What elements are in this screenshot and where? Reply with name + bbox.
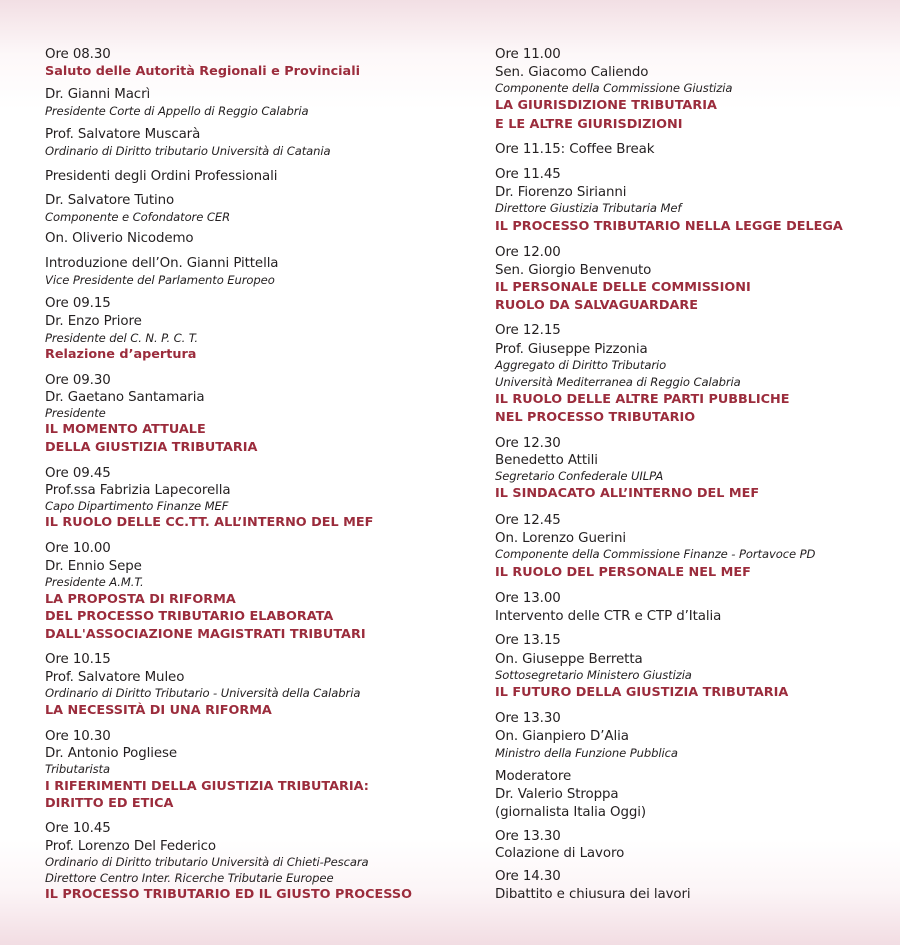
speaker-role: (giornalista Italia Oggi) [495,805,647,820]
speaker-role: Ordinario di Diritto tributario Università di Catania [45,144,331,158]
speaker-name: Prof. Lorenzo Del Federico [45,839,216,854]
talk-title: LA PROPOSTA DI RIFORMA [45,592,236,607]
speaker-role: Sottosegretario Ministero Giustizia [495,668,692,682]
speaker-role: Aggregato di Diritto Tributario [495,358,667,372]
speaker-role: Componente della Commissione Finanze - Portavoce PD [495,547,816,561]
speaker-name: On. Oliverio Nicodemo [45,231,194,246]
speaker-name: Sen. Giacomo Caliendo [495,65,649,80]
speaker-name: Sen. Giorgio Benvenuto [495,263,652,278]
talk-title: DIRITTO ED ETICA [45,796,174,811]
speaker-role: Presidente del C. N. P. C. T. [45,331,198,345]
speaker-role: Tributarista [45,762,111,776]
speaker-name: Prof.ssa Fabrizia Lapecorella [45,483,231,498]
time-label: Ore 10.00 [45,541,111,556]
talk-title: IL RUOLO DELLE ALTRE PARTI PUBBLICHE [495,392,790,407]
time-label: Ore 13.30 [495,711,561,726]
speaker-name: Prof. Salvatore Muleo [45,670,185,685]
talk-title: IL PERSONALE DELLE COMMISSIONI [495,280,751,295]
speaker-name: Dr. Enzo Priore [45,314,142,329]
speaker-name: Dr. Salvatore Tutino [45,193,175,208]
talk-title: Relazione d’apertura [45,347,197,362]
time-label: Ore 09.30 [45,373,111,388]
time-label: Ore 12.30 [495,436,561,451]
talk-title: RUOLO DA SALVAGUARDARE [495,298,698,313]
session-title: Saluto delle Autorità Regionali e Provinciali [45,64,360,79]
time-label: Ore 11.00 [495,47,561,62]
speaker-name: On. Lorenzo Guerini [495,531,627,546]
talk-title: DELLA GIUSTIZIA TRIBUTARIA [45,440,258,455]
speaker-name: Dr. Gaetano Santamaria [45,390,205,405]
talk-title: IL RUOLO DEL PERSONALE NEL MEF [495,565,751,580]
speaker-role: Presidente Corte di Appello di Reggio Calabria [45,104,309,118]
talk-title: LA NECESSITÀ DI UNA RIFORMA [45,703,272,718]
talk-title: DALL'ASSOCIAZIONE MAGISTRATI TRIBUTARI [45,627,366,642]
speaker-role: Direttore Centro Inter. Ricerche Tributarie Europee [45,871,334,885]
talk-title: DEL PROCESSO TRIBUTARIO ELABORATA [45,609,334,624]
programme-item: Intervento delle CTR e CTP d’Italia [495,609,722,624]
speaker-name: Prof. Giuseppe Pizzonia [495,342,648,357]
speaker-role: Direttore Giustizia Tributaria Mef [495,201,682,215]
talk-title: LA GIURISDIZIONE TRIBUTARIA [495,98,717,113]
talk-title: IL MOMENTO ATTUALE [45,422,206,437]
time-label: Ore 13.15 [495,633,561,648]
speaker-name: Dr. Valerio Stroppa [495,787,619,802]
speaker-role: Ministro della Funzione Pubblica [495,746,678,760]
talk-title: E LE ALTRE GIURISDIZIONI [495,117,683,132]
speaker-name: Dr. Ennio Sepe [45,559,142,574]
speaker-name: Benedetto Attili [495,453,598,468]
talk-title: IL PROCESSO TRIBUTARIO ED IL GIUSTO PROCESSO [45,887,412,902]
speaker-name: Prof. Salvatore Muscarà [45,127,201,142]
talk-title: IL SINDACATO ALL’INTERNO DEL MEF [495,486,760,501]
programme-item: Dibattito e chiusura dei lavori [495,887,691,902]
speaker-role: Componente e Cofondatore CER [45,210,231,224]
coffee-break: Ore 11.15: Coffee Break [495,142,655,157]
time-label: Ore 14.30 [495,869,561,884]
programme-item: Introduzione dell’On. Gianni Pittella [45,256,279,271]
time-label: Ore 09.45 [45,466,111,481]
speaker-role: Segretario Confederale UILPA [495,469,664,483]
programme-item: Presidenti degli Ordini Professionali [45,169,278,184]
talk-title: NEL PROCESSO TRIBUTARIO [495,410,696,425]
speaker-name: Dr. Gianni Macrì [45,87,151,102]
speaker-role: Ordinario di Diritto Tributario - Università della Calabria [45,686,361,700]
speaker-role: Università Mediterranea di Reggio Calabria [495,375,741,389]
speaker-role: Presidente [45,406,106,420]
speaker-name: On. Giuseppe Berretta [495,652,643,667]
talk-title: IL FUTURO DELLA GIUSTIZIA TRIBUTARIA [495,685,789,700]
speaker-role: Capo Dipartimento Finanze MEF [45,499,229,513]
talk-title: I RIFERIMENTI DELLA GIUSTIZIA TRIBUTARIA: [45,779,369,794]
time-label: Ore 11.45 [495,167,561,182]
programme-item: Colazione di Lavoro [495,846,625,861]
time-label: Ore 08.30 [45,47,111,62]
speaker-role: Componente della Commissione Giustizia [495,81,733,95]
time-label: Ore 13.00 [495,591,561,606]
time-label: Ore 12.45 [495,513,561,528]
speaker-name: Dr. Antonio Pogliese [45,746,178,761]
speaker-name: On. Gianpiero D’Alia [495,729,629,744]
speaker-role: Vice Presidente del Parlamento Europeo [45,273,275,287]
speaker-role: Presidente A.M.T. [45,575,144,589]
time-label: Ore 13.30 [495,829,561,844]
time-label: Ore 10.30 [45,729,111,744]
moderator-label: Moderatore [495,769,572,784]
time-label: Ore 09.15 [45,296,111,311]
talk-title: IL RUOLO DELLE CC.TT. ALL’INTERNO DEL MEF [45,515,374,530]
speaker-name: Dr. Fiorenzo Sirianni [495,185,627,200]
time-label: Ore 10.15 [45,652,111,667]
speaker-role: Ordinario di Diritto tributario Università di Chieti-Pescara [45,855,369,869]
time-label: Ore 12.00 [495,245,561,260]
talk-title: IL PROCESSO TRIBUTARIO NELLA LEGGE DELEGA [495,219,843,234]
time-label: Ore 12.15 [495,323,561,338]
time-label: Ore 10.45 [45,821,111,836]
